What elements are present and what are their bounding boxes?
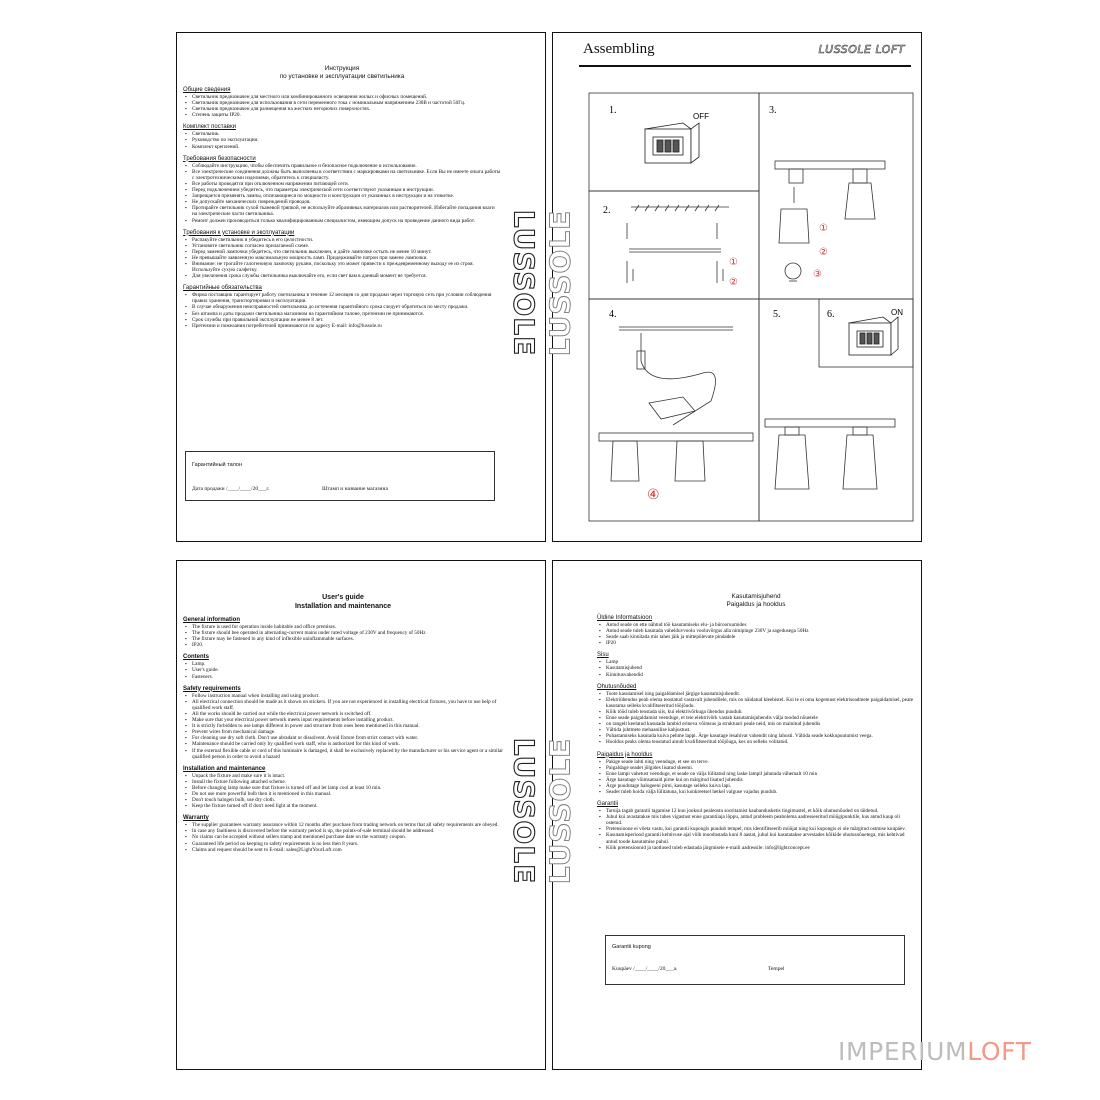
list-item: ▪ Не превышайте заявленную максимальную мощность ламп. Придерживайте патрон при замене лампочки. [183,255,501,261]
et-section [597,800,915,851]
list-item: ▪ Enne lampi vahetust veenduge, et seade on välja lülitatud ning laske lampil jahutada vähemalt 10 min [597,771,915,777]
section-heading: Contents [183,654,209,661]
coupon-stamp: Штамп и название магазина [322,486,388,492]
shade-assembly-diagram [775,161,885,281]
watermark-part1: IMPERIUM [838,1037,968,1066]
list-item: ▪ The fixture should bee operated in alternating-current mains under rated voltage of 230V and frequency of 50Hz [183,630,503,636]
section-items [183,292,501,329]
en-section [183,765,503,810]
step-1-number: 1. [609,105,617,116]
bracket-mount-diagram [627,205,729,283]
list-item: ▪ Претензии и пожелания потребителей принимаются по адресу E-mail: info@lussole.ru [183,323,501,329]
list-item: ▪ Все электрические соединения должны быть выполнены в соответствии с маркировками на светильнике. Если Вы не имеете опыта работы с электротехническими изделиями, обратитесь к специалисту. [183,169,501,181]
marker-2-step3: ② [819,247,828,258]
list-item: ▪ Elektriühendus peab olema teostatud vastavalt juhendilele, mis on näidatud kleebistel. Kui te ei oma kogemust elektriseadmete paigaldamisel, peate kasutama selleks kvalifitseeritud tööjõudu. [597,697,915,709]
marker-3-step3: ③ [813,269,822,280]
list-item: ▪ Светильник. [183,131,501,137]
list-item: ▪ Prevent wires from mechanical damage. [183,729,503,735]
section-heading: Paigaldus ja hooldus [597,751,653,758]
section-items [597,691,915,746]
marker-2-step2: ② [729,277,738,288]
list-item: ▪ Don't touch halogen bulb, use dry cloth. [183,797,503,803]
section-heading: Garantii [597,801,619,808]
list-item: ▪ Guaranteed life period on keeping to safety requirements is no less then 8 years. [183,841,503,847]
list-item: ▪ Lamp [597,659,915,665]
list-item: ▪ In case any faultiness is discovered before the warranty period is up, the points-of-sale terminal should be addressed. [183,828,503,834]
list-item: ▪ Antud seade on ette nähtud töö kasutamiseks elu- ja bürooruumides [597,622,915,628]
et-title: Kasutamisjuhend [731,593,781,600]
list-item: ▪ Комплект креплений. [183,144,501,150]
section-heading: Общие сведения [183,87,231,93]
list-item: ▪ Светильник предназначен для местного или комбинированного освещения жилых и офисных помещений. [183,94,501,100]
step-5-number: 5. [773,309,781,320]
logo-text-mirrored: LUSSOLE [543,209,577,357]
step-3-number: 3. [769,105,777,116]
ru-section [183,155,501,224]
coupon-date: Дата продажи /____/____/20___г. [192,486,270,492]
list-item: ▪ IP20. [183,642,503,648]
ru-section [183,123,501,149]
list-item: ▪ Перед подключением убедитесь, что параметры электрической сети соответствуют указанным в инструкции. [183,187,501,193]
section-heading: Ohutusnõuded [597,683,637,690]
switch-off-label: OFF [693,112,709,121]
section-items [183,624,503,648]
et-section [597,751,915,796]
english-guide-page [176,560,546,1070]
list-item: ▪ Срок службы при правильной эксплуатации не менее 8 лет. [183,317,501,323]
en-section [183,616,503,648]
section-heading: Installation and maintenance [183,765,266,772]
list-item: ▪ Seadet tuleb hoida välja lülitatuna, kui konkreetsel hetkel valguse vajadus puudub. [597,789,915,795]
section-items [597,808,915,851]
list-item: ▪ Kasutamisjuhend [597,665,915,671]
et-section [597,614,915,646]
marker-1-step3: ① [819,223,828,234]
list-item: ▪ User's guide. [183,667,503,673]
list-item: ▪ IP20 [597,640,915,646]
logo-text-mirrored: LUSSOLE [543,737,577,885]
list-item: ▪ Степень защиты IP20. [183,112,501,118]
list-item: ▪ Kõik pretensioonid ja taotlused tuleb edastada järgmisele e-maili aadressile: info@lightconcept.ee [597,845,915,851]
en-subtitle: Installation and maintenance [294,603,392,610]
list-item: ▪ Ärge puudutage halogeeni pirni, kasutage selleks kuiva lapi. [597,783,915,789]
list-item: ▪ Kinnitusvahendid [597,672,915,678]
list-item: ▪ Запрещается применять лампы, отличающиеся по мощности и конструкции от указанных в инструкции и на этикетке. [183,193,501,199]
section-items [183,693,503,760]
estonian-guide-page [543,560,922,1070]
section-heading: Требования к установке и эксплуатации [183,229,295,236]
list-item: ▪ The supplier guarantees warranty assurance within 12 months after purchase from trading network on terms that all safety requirements are obeyed. [183,822,503,828]
coupon-date: Kuupäev /____/____/20___a. [612,966,678,972]
section-items [183,163,501,224]
list-item: ▪ Распакуйте светильник и убедитесь в его целостности. [183,237,501,243]
coupon-title: Гарантийный талон [192,462,243,468]
section-heading: Комплект поставки [183,124,236,131]
section-items [597,659,915,677]
list-item: ▪ Fasteners. [183,674,503,680]
list-item: ▪ Ärge kasutage võimsamaid pirne kui on märgitud lisatud juhendis [597,777,915,783]
en-content [183,593,503,853]
list-item: ▪ Seade saab kinnitada mis tahes jäik ja mittepõlevate pindadele [597,634,915,640]
marker-4-step4: ④ [647,487,660,503]
list-item: ▪ Tarnija tagab garantii tagamise 12 kuu jooksul pealeostu sooritamist kaubandusketis tingimustel, et kõik ohutusnõuded on täidetud. [597,808,915,814]
list-item: ▪ Kõik tööd tuleb teostada siis, kui elektrivõrkuga ühendus puudub. [597,709,915,715]
list-item: ▪ Juhul kui avastatakse mis tahes vigastust enne garantiiaja lõppu, antud probleem peabolema aadresseeritud müügipunktile, kus antud kaup oli ostetud. [597,814,915,826]
list-item: ▪ Kasutamisperiood garantii kehtivuse ajal võib moodustada kuni 8 aastat, juhul kui kasutatakse arvestades kõikide ohutusnõuetega, mis kehtivad antud toode kasutamise puhul. [597,832,915,844]
list-item: ▪ Make sure that your electrical power network meets input requirements before installing product. [183,717,503,723]
section-heading: Safety requirements [183,685,241,692]
list-item: ▪ Puhastamiseks kasutada kuiva pehme lappi. Ärge kasutage lesahivat vahendit ning lahusti. Vältida seade kokkupuutumist veega. [597,733,915,739]
list-item: ▪ Follow instruction manual when installing and using product. [183,693,503,699]
section-items [597,622,915,646]
section-heading: Гарантийные обязательства [183,285,262,292]
assembling-page [543,32,922,542]
wiring-diagram [599,327,753,481]
ru-section [183,86,501,118]
list-item: ▪ Светильник предназначен для использования в сети переменного тока с номинальным напряжением 230В и частотой 50Гц. [183,100,501,106]
list-item: ▪ Pretensioone ei võeta vastu, kui garantii kupongis puudub tempel, mis identifitseerib müüjat ning kui kupongis ei ole märgitud ostmise kuupäev. [597,826,915,832]
assembling-title: Assembling [583,41,655,57]
list-item: ▪ Перед заменой лампочки убедитесь, что светильник выключен, и дайте лампочке остыть не менее 10 минут. [183,249,501,255]
list-item: ▪ Не допускайте механических повреждений проводов. [183,199,501,205]
list-item: ▪ Keep the fixture turned off if don't need light at the moment. [183,803,503,809]
list-item: ▪ Paigaldage seadet jõlgides lisatud skeemi. [597,765,915,771]
list-item: ▪ Для увеличения срока службы светильника выключайте его, если свет вам в данный момент не требуется. [183,273,501,279]
step-2-number: 2. [603,205,611,216]
ru-section [183,284,501,329]
list-item: ▪ on rangelt keelatud kasutada lambid erineva võimsus ja struktuuri peale neid, mis on mainitud juhendis [597,721,915,727]
list-item: ▪ Внимание: не трогайте галогеновую лампочку рукани, поскольку это может привести к преждевременному выходу ее из строя. Используйте сухую салфетку. [183,261,501,273]
section-heading: Warranty [183,815,209,822]
coupon-stamp: Tempel [768,966,785,972]
et-subtitle: Paigaldus ja hooldus [726,601,786,608]
list-item: ▪ Claims and request should be sent to E-mail: sales@LightYourLoft.com [183,847,503,853]
list-item: ▪ Светильник предназначен для размещения на жестких негорючих поверхностях. [183,106,501,112]
list-item: ▪ It is strictly forbidden to use lamps different in power and structure from ones been mentioned in this manual. [183,723,503,729]
et-warranty-coupon [605,935,905,985]
list-item: ▪ Do not use more powerful bulb then it is mentioned in this manual. [183,791,503,797]
section-items [183,822,503,852]
ru-title: Инструкция [324,65,360,72]
switch-off-icon [645,123,699,163]
en-section [183,685,503,760]
list-item: ▪ Фирма поставщик гарантирует работу светильника в течение 12 месяцев со дня продажи через торговую сеть при условии соблюдения правил хранения, транспортировки и эксплуатации. [183,292,501,304]
watermark-part2: LOFT [967,1037,1032,1066]
assembled-fixture-diagram [765,419,895,489]
section-items [597,759,915,796]
list-item: ▪ Unpack the fixture and make sure it is intact. [183,773,503,779]
ru-section [183,229,501,280]
lussole-logo-mirrored [539,721,581,901]
list-item: ▪ Без штампа и даты продажи светильника магазином на гарантийном талоне, претензии не принимаются. [183,311,501,317]
en-section [183,814,503,852]
list-item: ▪ Установите светильник согласно прилагаемой схеме. [183,243,501,249]
section-heading: Sisu [597,652,609,659]
list-item: ▪ The fixture may be fastened to any kind of inflexible uninflammable surfaces. [183,636,503,642]
section-items [183,94,501,118]
list-item: ▪ The fixture is used for operation inside habitable and office premises. [183,624,503,630]
en-title: User's guide [322,594,364,601]
section-heading: Требования безопасности [183,155,256,162]
list-item: ▪ Lamp. [183,661,503,667]
imperiumloft-watermark [838,1037,1032,1066]
section-items [183,661,503,679]
list-item: ▪ Все работы проводятся при отключенном напряжении питающей сети. [183,181,501,187]
list-item: ▪ For cleaning use dry soft cloth. Don't use abradant or dissolvent. Avoid fixture from strict contact with water. [183,735,503,741]
list-item: ▪ В случае обнаружения неисправностей светильника до истечения гарантийного срока следует обратиться по месту продажи. [183,304,501,310]
et-sections [597,614,915,851]
marker-1-step2: ① [729,257,738,268]
list-item: ▪ Hooldus peaks olema teostatud ainult kvalifitseeritud tööjõuga, kes on selleks volitatud. [597,739,915,745]
section-items [183,773,503,810]
list-item: ▪ Vältida juhtmete mehaanilise kahjustust. [597,727,915,733]
list-item: ▪ Maintenance should be carried only by qualified work staff, who is authorized for this kind of work. [183,741,503,747]
logo-text: LUSSOLE [507,737,541,885]
list-item: ▪ Руководство по эксплуатации. [183,137,501,143]
section-items [183,237,501,280]
en-sections [183,616,503,853]
list-item: ▪ Install the fixture following attached scheme. [183,779,503,785]
et-section [597,651,915,677]
section-heading: Üldine Informatsioon [597,615,653,621]
section-items [183,131,501,149]
et-section [597,683,915,746]
list-item: ▪ Ремонт должен производиться только квалифицированным специалистом, имеющим допуск на проведение данного вида работ. [183,218,501,224]
ru-sections [183,86,501,329]
switch-on-label: ON [891,308,903,317]
list-item: ▪ Antud seade tuleb kasutada vahelduvvoolu vooluvõrgus alla nimipinge 230V ja sagedusega 50Hz [597,628,915,634]
list-item: ▪ Соблюдайте инструкцию, чтобы обеспечить правильное и безопасное подключение и использование. [183,163,501,169]
brand-logo: LUSSOLE LOFT [818,43,905,56]
list-item: ▪ No claims can be accepted without sellers stamp and mentioned purchase date on the warranty coupon. [183,834,503,840]
list-item: ▪ Pakige seade lahti ning veenduge, et see on terve. [597,759,915,765]
et-content [597,593,915,851]
list-item: ▪ If the external flexible cable or cord of this luminaire is damaged, it shall be exclusively replaced by the manufacturer or his service agent or a similar qualified person in order to avoid a hazard [183,748,503,760]
russian-instruction-page [176,32,546,542]
coupon-title: Garantii kupong [612,944,651,950]
assembly-diagram [553,33,923,543]
ru-warranty-coupon [185,451,495,501]
list-item: ▪ Before changing lamp make sure that fixture is turned off and let lamp cool at least 10 min. [183,785,503,791]
logo-text: LUSSOLE [507,209,541,357]
list-item: ▪ Протирайте светильник сухой тканевой тряпкой, не используйте абразивных материалов или растворителей. Избегайте попадания влаги на электрические части светильника. [183,205,501,217]
list-item: ▪ Toote kasutamisel ning paigaldamisel järgige kasutamisjuhendit. [597,691,915,697]
list-item: ▪ Enne seade paigaldamist veenduge, et teie elektrivõrk vastab kasutamisjuhendis välja toodud nõuetele [597,715,915,721]
step-6-number: 6. [827,309,835,320]
list-item: ▪ All the works should be carried out while the electrical power network is switched off. [183,711,503,717]
list-item: ▪ All electrical connection should be made as it shown on stickers. If you are not experienced in installing electrical fixtures, you have to use help of qualified work staff. [183,699,503,711]
switch-on-icon [849,317,898,355]
section-heading: General information [183,617,241,623]
en-section [183,653,503,679]
step-4-number: 4. [609,309,617,320]
ru-subtitle: по установке и эксплуатации светильника [279,73,405,80]
ru-content [183,65,501,329]
